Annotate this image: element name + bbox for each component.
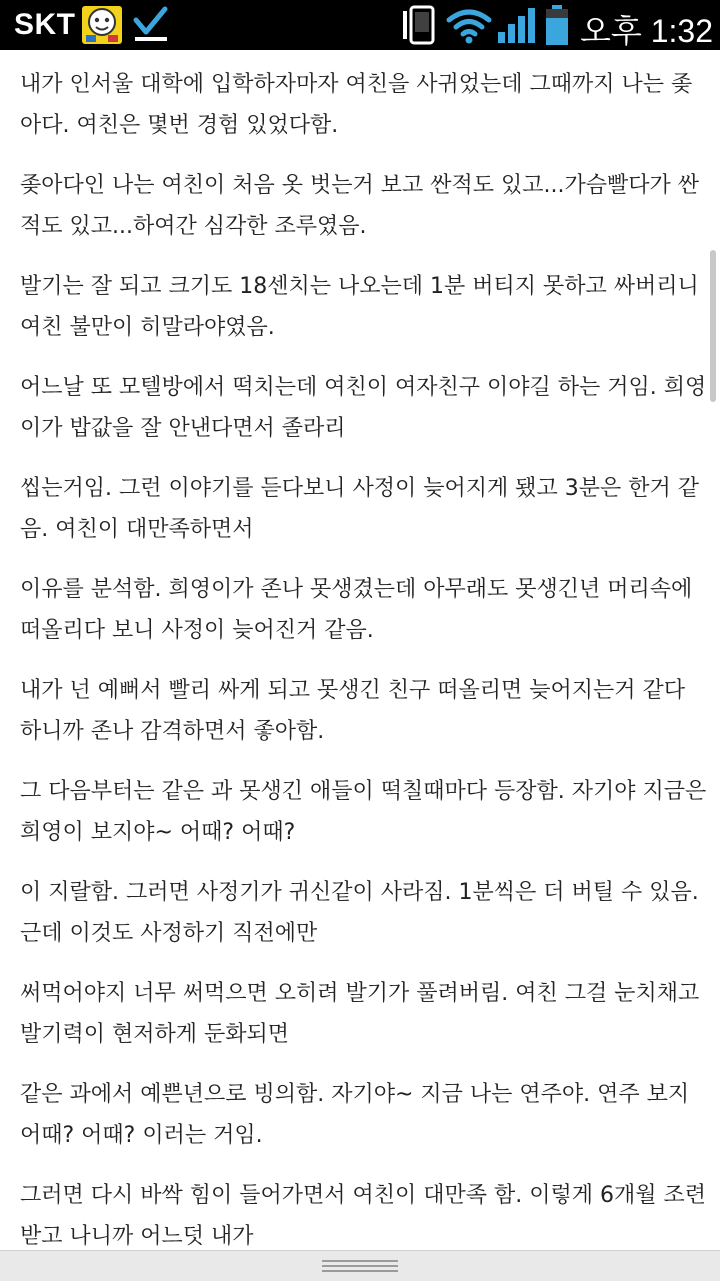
sim-card-icon [400,5,438,45]
article-paragraph: 이 지랄함. 그러면 사정기가 귀신같이 사라짐. 1분씩은 더 버틸 수 있음. 근데 이것도 사정하기 직전에만 [20,880,699,946]
article-paragraph: 씹는거임. 그런 이야기를 듣다보니 사정이 늦어지게 됐고 3분은 한거 같음. 여친이 대만족하면서 [20,476,699,542]
carrier-label: SKT [14,8,76,41]
scrollbar-thumb[interactable] [710,250,716,402]
bottom-bar [0,1250,720,1281]
article-paragraph: 내가 넌 예뻐서 빨리 싸게 되고 못생긴 친구 떠올리면 늦어지는거 같다 하니까 존나 감격하면서 좋아함. [20,678,685,744]
article-paragraph: 그러면 다시 바싹 힘이 들어가면서 여친이 대만족 함. 이렇게 6개월 조련 받고 나니까 어느덧 내가 [20,1183,706,1249]
clock: 오후 1:32 [580,13,713,49]
article-paragraph: 어느날 또 모텔방에서 떡치는데 여친이 여자친구 이야길 하는 거임. 희영이가 밥값을 잘 안낸다면서 졸라리 [20,375,707,441]
checkmark-notification-icon [132,6,170,44]
cell-signal-icon [496,6,538,44]
article-paragraph: 그 다음부터는 같은 과 못생긴 애들이 떡칠때마다 등장함. 자기야 지금은 희영이 보지야~ 어때? 어때? [20,779,707,845]
mascot-notification-icon [80,4,124,46]
article-paragraph: 이유를 분석함. 희영이가 존나 못생겼는데 아무래도 못생긴년 머리속에 떠올리다 보니 사정이 늦어진거 같음. [20,577,693,643]
article-paragraph: 같은 과에서 예쁜년으로 빙의함. 자기야~ 지금 나는 연주야. 연주 보지 어때? 어때? 이러는 거임. [20,1082,690,1148]
article-paragraph: 좆아다인 나는 여친이 처음 옷 벗는거 보고 싼적도 있고...가슴빨다가 싼적도 있고...하여간 심각한 조루였음. [20,173,699,239]
battery-icon [544,4,570,46]
article-paragraph: 써먹어야지 너무 써먹으면 오히려 발기가 풀려버림. 여친 그걸 눈치채고 발기력이 현저하게 둔화되면 [20,981,700,1047]
article-paragraph: 발기는 잘 되고 크기도 18센치는 나오는데 1분 버티지 못하고 싸버리니 여친 불만이 히말라야였음. [20,274,699,340]
article-body[interactable] [0,50,720,1250]
article-paragraph: 내가 인서울 대학에 입학하자마자 여친을 사귀었는데 그때까지 나는 좆아다. 여친은 몇번 경험 있었다함. [20,72,693,138]
status-bar [0,0,720,50]
wifi-icon [446,8,492,44]
drag-handle-icon[interactable] [322,1260,398,1274]
